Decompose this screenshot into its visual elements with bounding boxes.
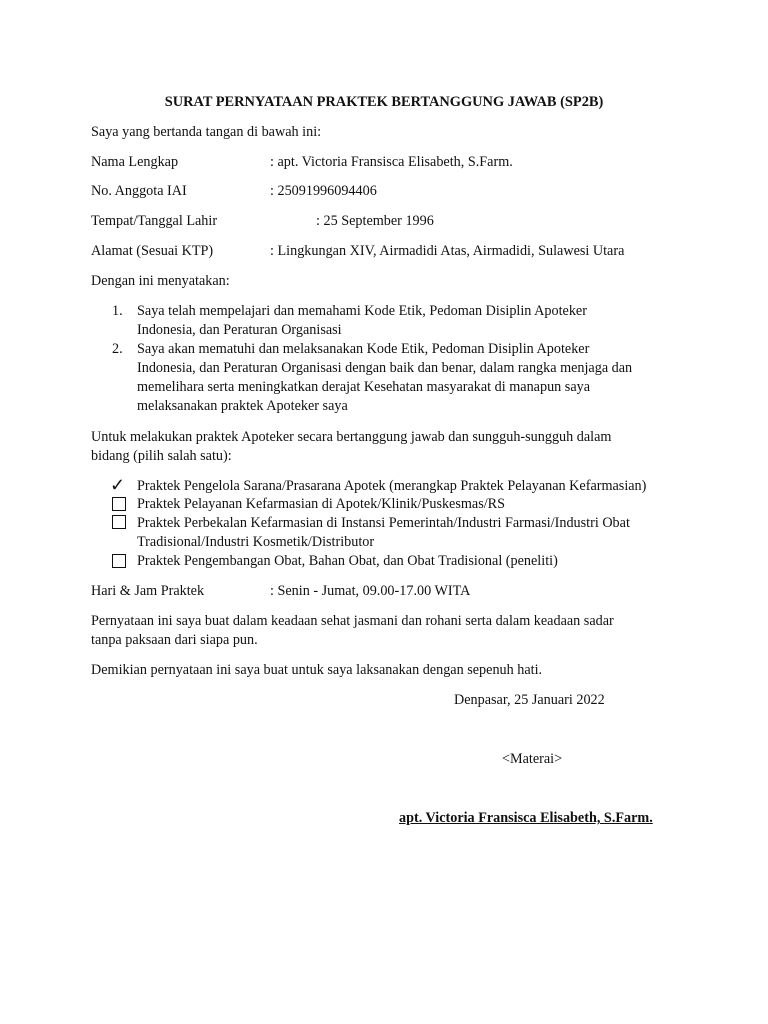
document-title: SURAT PERNYATAAN PRAKTEK BERTANGGUNG JAWAB (SP2B) bbox=[164, 94, 604, 110]
practice-intro-line: Untuk melakukan praktek Apoteker secara bertanggung jawab dan sungguh-sungguh dalam bbox=[91, 429, 612, 445]
field-label-anggota: No. Anggota IAI bbox=[91, 183, 187, 199]
field-label-alamat: Alamat (Sesuai KTP) bbox=[91, 243, 214, 259]
hours-value: : Senin - Jumat, 09.00-17.00 WITA bbox=[270, 583, 471, 599]
practice-option-checkbox[interactable] bbox=[112, 497, 126, 511]
field-label-ttl: Tempat/Tanggal Lahir bbox=[91, 213, 218, 229]
checkmark-icon[interactable]: ✓ bbox=[110, 475, 126, 495]
field-label-nama: Nama Lengkap bbox=[91, 154, 179, 170]
field-value-ttl: : 25 September 1996 bbox=[316, 213, 434, 229]
list-item-line: Indonesia, dan Peraturan Organisasi bbox=[137, 322, 342, 338]
list-item-line: Saya akan mematuhi dan melaksanakan Kode Etik, Pedoman Disiplin Apoteker bbox=[137, 341, 590, 357]
closing-text: Demikian pernyataan ini saya buat untuk saya laksanakan dengan sepenuh hati. bbox=[91, 662, 543, 678]
hours-label: Hari & Jam Praktek bbox=[91, 583, 205, 599]
statement-line: tanpa paksaan dari siapa pun. bbox=[91, 632, 258, 648]
practice-option-label: Praktek Pelayanan Kefarmasian di Apotek/Klinik/Puskesmas/RS bbox=[137, 496, 506, 512]
list-item-line: melaksanakan praktek Apoteker saya bbox=[137, 398, 348, 414]
practice-option-label: Praktek Pengembangan Obat, Bahan Obat, dan Obat Tradisional (peneliti) bbox=[137, 553, 558, 569]
field-value-anggota: : 25091996094406 bbox=[270, 183, 377, 199]
practice-option-checkbox[interactable] bbox=[112, 515, 126, 529]
place-date: Denpasar, 25 Januari 2022 bbox=[454, 692, 605, 708]
practice-option-checkbox[interactable] bbox=[112, 554, 126, 568]
signatory-name: apt. Victoria Fransisca Elisabeth, S.Farm. bbox=[399, 810, 653, 826]
list-item-line: Indonesia, dan Peraturan Organisasi dengan baik dan benar, dalam rangka menjaga dan bbox=[137, 360, 633, 376]
declare-text: Dengan ini menyatakan: bbox=[91, 273, 230, 289]
materai-placeholder: <Materai> bbox=[502, 751, 563, 767]
practice-intro-line: bidang (pilih salah satu): bbox=[91, 448, 232, 464]
list-item-line: Saya telah mempelajari dan memahami Kode Etik, Pedoman Disiplin Apoteker bbox=[137, 303, 587, 319]
practice-option-label: Tradisional/Industri Kosmetik/Distributor bbox=[137, 534, 375, 550]
list-item-number: 1. bbox=[112, 303, 123, 319]
field-value-alamat: : Lingkungan XIV, Airmadidi Atas, Airmadidi, Sulawesi Utara bbox=[270, 243, 625, 259]
statement-line: Pernyataan ini saya buat dalam keadaan sehat jasmani dan rohani serta dalam keadaan sadar bbox=[91, 613, 614, 629]
field-value-nama: : apt. Victoria Fransisca Elisabeth, S.Farm. bbox=[270, 154, 513, 170]
list-item-line: memelihara serta meningkatkan derajat Kesehatan masyarakat di manapun saya bbox=[137, 379, 591, 395]
list-item-number: 2. bbox=[112, 341, 123, 357]
practice-option-label: Praktek Pengelola Sarana/Prasarana Apotek (merangkap Praktek Pelayanan Kefarmasian) bbox=[137, 478, 647, 494]
practice-option-label: Praktek Perbekalan Kefarmasian di Instansi Pemerintah/Industri Farmasi/Industri Obat bbox=[137, 515, 630, 531]
intro-text: Saya yang bertanda tangan di bawah ini: bbox=[91, 124, 322, 140]
